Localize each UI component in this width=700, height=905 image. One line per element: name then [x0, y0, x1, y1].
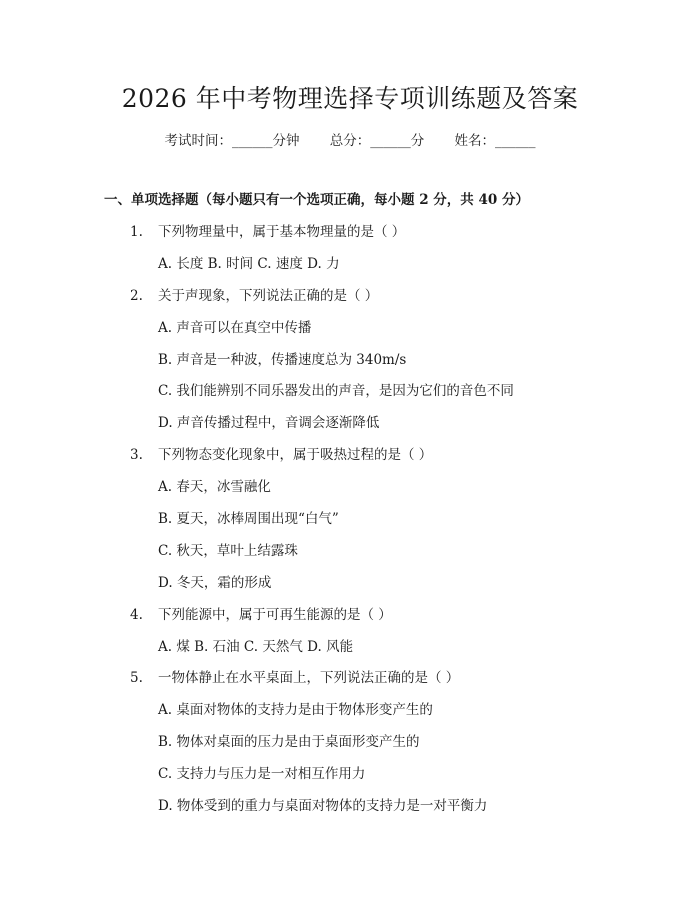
option-b: B. 物体对桌面的压力是由于桌面形变产生的 — [158, 734, 420, 750]
total-score-field: 总分：______分 — [329, 133, 425, 149]
exam-time-field: 考试时间：______分钟 — [164, 133, 300, 149]
question-5 — [130, 668, 459, 688]
question-number: 4. — [130, 607, 143, 623]
question-1 — [130, 222, 405, 242]
question-3 — [130, 445, 432, 465]
option-a: A. 春天，冰雪融化 — [158, 479, 271, 495]
question-4 — [130, 605, 392, 625]
question-text: 关于声现象，下列说法正确的是（ ） — [158, 288, 379, 304]
question-1-options: A. 长度 B. 时间 C. 速度 D. 力 — [158, 256, 340, 272]
option-c: C. 我们能辨别不同乐器发出的声音，是因为它们的音色不同 — [158, 383, 514, 399]
option-a: A. 声音可以在真空中传播 — [158, 320, 312, 336]
option-b: B. 声音是一种波，传播速度总为 340m/s — [158, 352, 407, 368]
option-c: C. 支持力与压力是一对相互作用力 — [158, 766, 366, 782]
option-b: B. 夏天，冰棒周围出现“白气” — [158, 511, 339, 527]
option-d: D. 声音传播过程中，音调会逐渐降低 — [158, 415, 380, 431]
student-name-field: 姓名：______ — [454, 133, 536, 149]
page-title: 2026 年中考物理选择专项训练题及答案 — [121, 84, 579, 113]
option-a: A. 桌面对物体的支持力是由于物体形变产生的 — [158, 702, 433, 718]
question-text: 下列能源中，属于可再生能源的是（ ） — [158, 607, 392, 623]
question-number: 5. — [130, 670, 143, 686]
question-number: 1. — [130, 224, 143, 240]
question-4-options: A. 煤 B. 石油 C. 天然气 D. 风能 — [158, 639, 354, 655]
option-d: D. 物体受到的重力与桌面对物体的支持力是一对平衡力 — [158, 798, 488, 814]
question-text: 下列物理量中，属于基本物理量的是（ ） — [158, 224, 406, 240]
option-c: C. 秋天，草叶上结露珠 — [158, 543, 298, 559]
exam-info — [0, 132, 700, 150]
question-text: 下列物态变化现象中，属于吸热过程的是（ ） — [158, 447, 433, 463]
question-text: 一物体静止在水平桌面上，下列说法正确的是（ ） — [158, 670, 460, 686]
question-2 — [130, 286, 378, 306]
question-number: 3. — [130, 447, 143, 463]
question-number: 2. — [130, 288, 143, 304]
option-d: D. 冬天，霜的形成 — [158, 575, 272, 591]
section-heading: 一、单项选择题（每小题只有一个选项正确，每小题 2 分，共 40 分） — [104, 192, 529, 208]
